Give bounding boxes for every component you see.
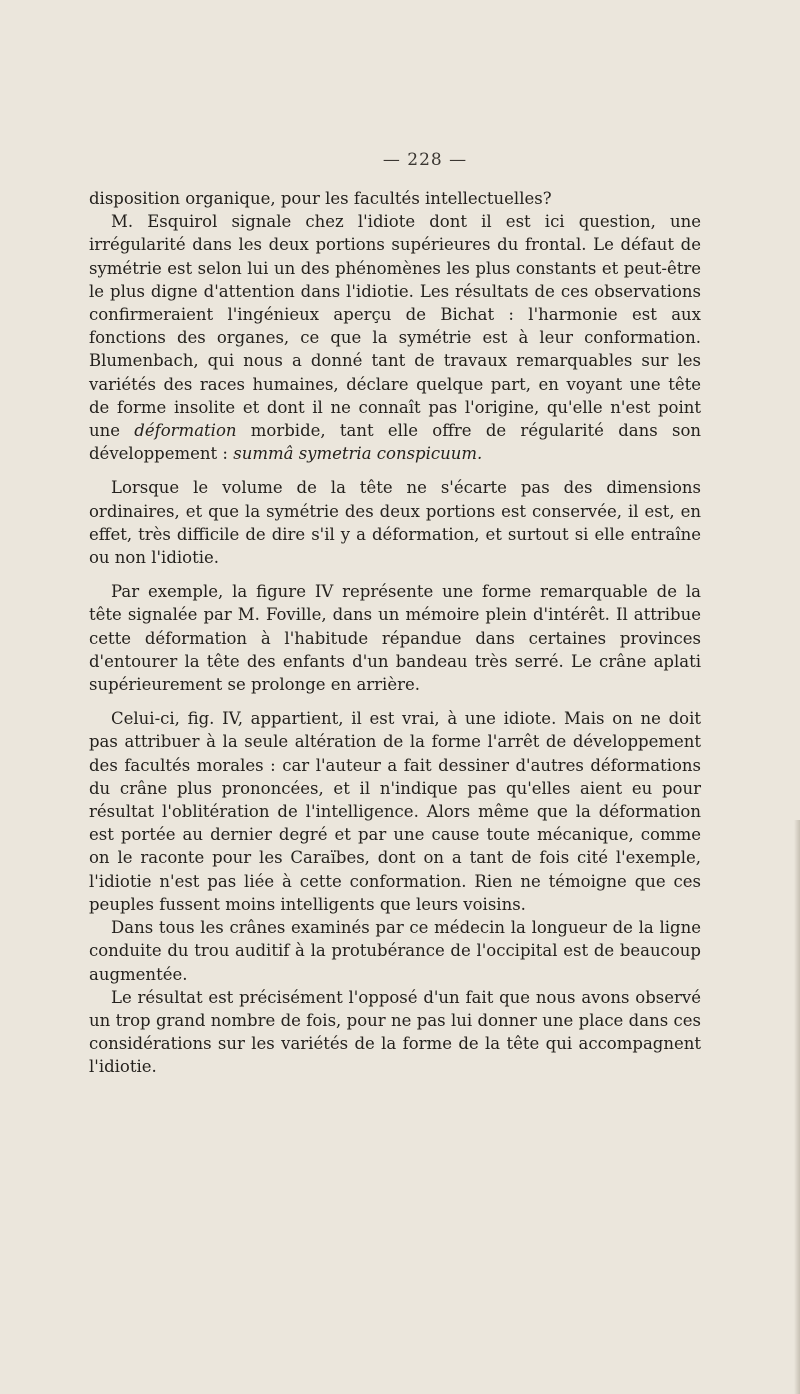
paragraph-continuation: disposition organique, pour les facultés intellectuelles? bbox=[89, 189, 552, 208]
paragraph-resultat: Le résultat est précisément l'opposé d'un fait que nous avons observé un trop grand nombre de fois, pour ne pas lui donner une place dans ces considérations sur les variétés de la forme de la tête qui accompagnent l'idiotie. bbox=[89, 987, 701, 1077]
paragraph-esquirol-text: M. Esquirol signale chez l'idiote dont il est ici question, une irrégularité dans les deux portions supérieures du frontal. Le défaut de symétrie est selon lui un des phénomènes les plus constants et peut-être le plus digne d'attention dans l'idiotie. Les résultats de ces observations confirmeraient l'ingénieux aperçu de Bichat : l'harmonie est aux fonctions des organes, ce que la symétrie est à leur conformation. Blumenbach, qui nous a donné tant de travaux remarquables sur les variétés des races humaines, déclare quelque part, en voyant une tête de forme insolite et dont il ne connaît pas l'origine, qu'elle n'est point une bbox=[89, 212, 701, 441]
italic-deformation: déformation bbox=[134, 421, 237, 441]
paragraph-esquirol-middle: morbide, tant elle offre de régularité dans son développement : bbox=[89, 421, 702, 464]
paragraph-figure-iv: Par exemple, la figure IV représente une forme remarquable de la tête signalée par M. Foville, dans un mémoire plein d'intérêt. Il attribue cette déformation à l'habitude répandue dans certaines provinces d'entourer la tête des enfants d'un bandeau très serré. Le crâne aplati supérieurement se prolonge en arrière. bbox=[89, 582, 701, 695]
page-number: — 228 — bbox=[382, 150, 468, 170]
paragraph-celui-ci: Celui-ci, fig. IV, appartient, il est vrai, à une idiote. Mais on ne doit pas attribuer à la seule altération de la forme l'arrêt de développement des facultés morales : car l'auteur a fait dessiner d'autres déformations du crâne plus prononcées, et il n'indique pas qu'elles aient eu pour résultat l'oblitération de l'intelligence. Alors même que la déformation est portée au dernier degré et par une cause toute mécanique, comme on le raconte pour les Caraïbes, dont on a tant de fois cité l'exemple, l'idiotie n'est pas liée à cette conformation. Rien ne témoigne que ces peuples fussent moins intelligents que leurs voisins. bbox=[89, 709, 701, 914]
italic-latin-quote: summâ symetria conspicuum. bbox=[233, 444, 483, 464]
paragraph-volume: Lorsque le volume de la tête ne s'écarte pas des dimensions ordinaires, et que la symétrie des deux portions est conservée, il est, en effet, très difficile de dire s'il y a déformation, et surtout si elle entraîne ou non l'idiotie. bbox=[89, 478, 701, 568]
paragraph-esquirol bbox=[89, 210, 701, 465]
paragraph-cranes: Dans tous les crânes examinés par ce médecin la longueur de la ligne conduite du trou auditif à la protubérance de l'occipital est de beaucoup augmentée. bbox=[89, 918, 701, 984]
page-edge-shadow bbox=[794, 820, 800, 1394]
page-body bbox=[89, 187, 701, 1079]
